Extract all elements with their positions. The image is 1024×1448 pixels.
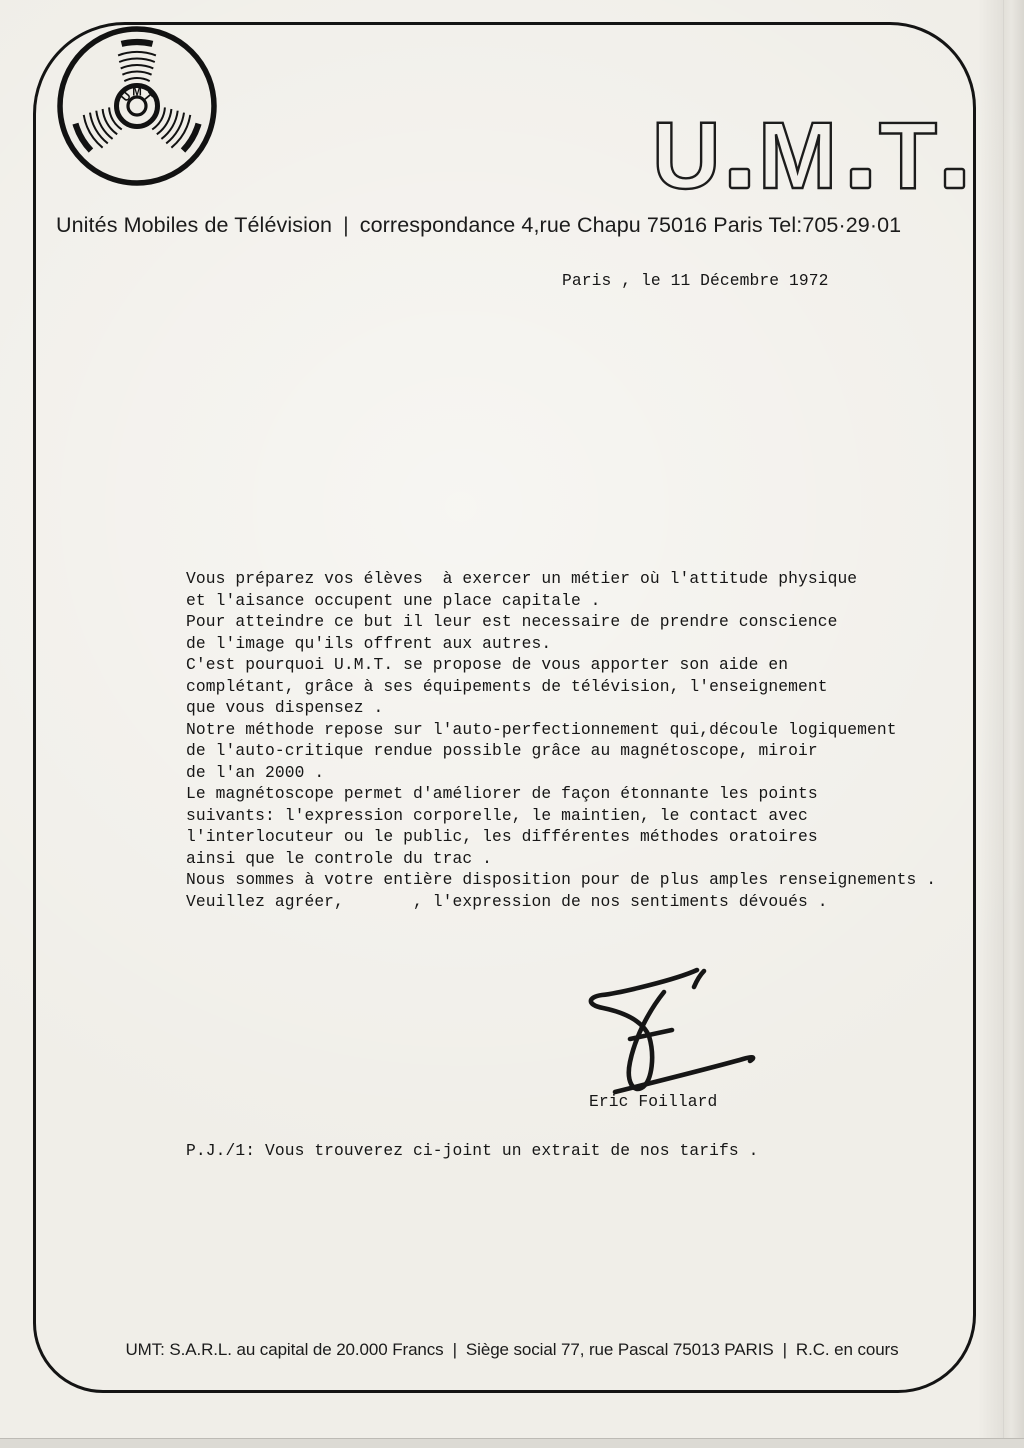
header-separator: | [343,213,349,237]
body-line: suivants: l'expression corporelle, le maintien, le contact avec [186,805,808,825]
wordmark-letter-t: T [879,104,938,196]
body-line: Le magnétoscope permet d'améliorer de façon étonnante les points [186,784,818,803]
hub-letter-t: T [140,90,155,104]
body-line: de l'auto-critique rendue possible grâce au magnétoscope, miroir [186,741,818,760]
body-line: complétant, grâce à ses équipements de télévision, l'enseignement [186,676,828,696]
body-line: que vous dispensez . [186,698,384,717]
body-line: C'est pourquoi U.M.T. se propose de vous apporter son aide en [186,655,789,674]
body-line: Notre méthode repose sur l'auto-perfectionnement qui,découle logiquement [186,719,897,739]
company-name: Unités Mobiles de Télévision [56,213,333,237]
correspondence-address: correspondance 4,rue Chapu 75016 Paris Tel:705·29·01 [359,213,902,237]
hub-letter-m: M [132,86,142,99]
footer-legal-line [0,1340,1024,1360]
footer-separator-2: | [782,1340,787,1359]
wordmark-dot [851,169,870,188]
body-line: Vous préparez vos élèves à exercer un métier où l'attitude physique [186,569,858,588]
signer-name: Eric Foillard [589,1092,718,1111]
postscript-line: P.J./1: Vous trouverez ci-joint un extrait de nos tarifs . [186,1141,759,1160]
footer-registered-address: Siège social 77, rue Pascal 75013 PARIS [465,1340,774,1359]
body-line: et l'aisance occupent une place capitale . [186,590,601,610]
dateline: Paris , le 11 Décembre 1972 [562,271,829,290]
body-line: ainsi que le controle du trac . [186,848,492,868]
hub-letter-u: U [119,90,134,105]
body-line: de l'an 2000 . [186,762,325,782]
paper-crease [1003,0,1004,1448]
signature-flourish [575,948,775,1098]
body-line: de l'image qu'ils offrent aux autres. [186,633,552,653]
footer-separator-1: | [452,1340,457,1359]
footer-rc-status: R.C. en cours [795,1340,899,1359]
letterhead-line [56,213,901,238]
body-line: Nous sommes à votre entière disposition pour de plus amples renseignements . [186,870,937,889]
letter-body [186,568,936,912]
paper-edge-shading [978,0,1024,1448]
wordmark-letter-u: U [652,104,721,196]
umt-reel-logo-icon [55,24,219,188]
footer-company-capital: UMT: S.A.R.L. au capital de 20.000 Francs [125,1340,444,1359]
umt-wordmark [648,104,978,196]
scan-bottom-edge [0,1438,1024,1448]
wordmark-letter-m: M [758,104,838,196]
wordmark-dot [945,169,964,188]
body-line: l'interlocuteur ou le public, les différentes méthodes oratoires [186,827,818,846]
wordmark-dot [730,169,749,188]
body-line: Pour atteindre ce but il leur est necessaire de prendre conscience [186,612,838,631]
body-line: Veuillez agréer, , l'expression de nos sentiments dévoués . [186,891,828,911]
